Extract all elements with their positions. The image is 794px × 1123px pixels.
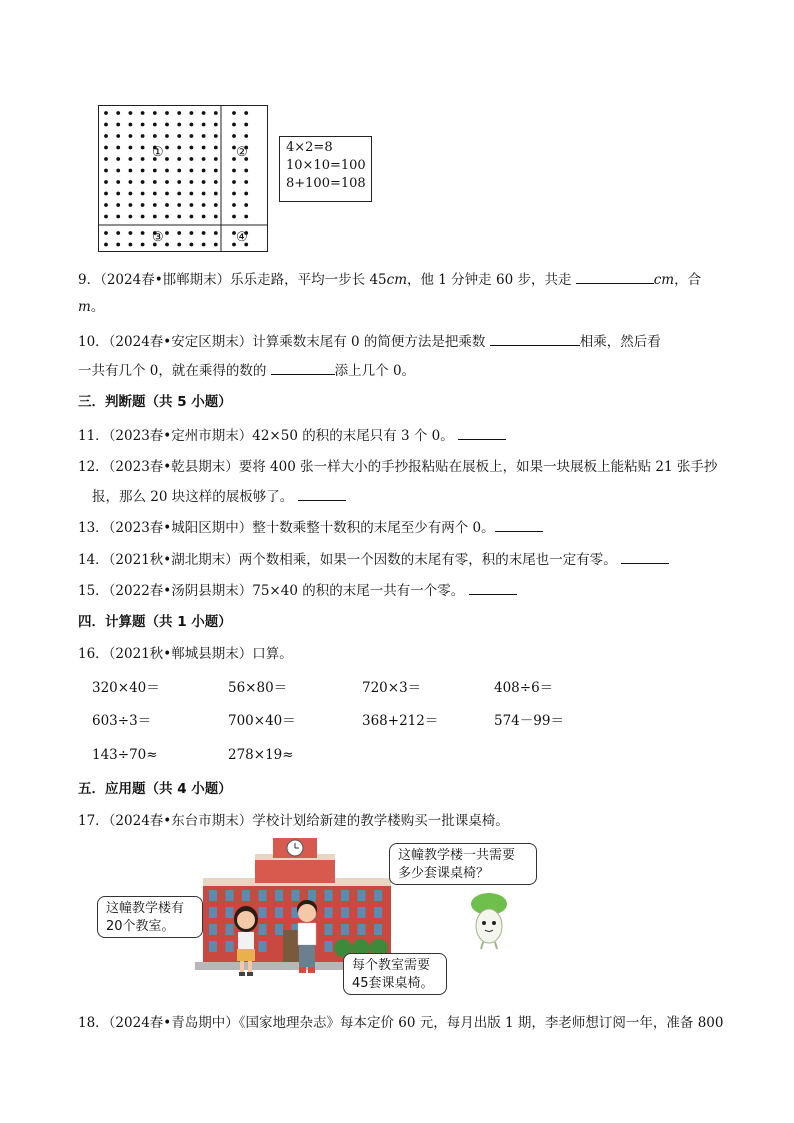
window (358, 924, 366, 935)
dot (141, 231, 145, 235)
speech-bubble-bottom: 每个教室需要 45套课桌椅。 (343, 953, 447, 995)
dot (202, 111, 206, 115)
dot (190, 111, 194, 115)
window (275, 907, 283, 918)
dot (232, 134, 236, 138)
question-12: 12．（2023春•乾县期末）要将 400 张一样大小的手抄报粘贴在展板上，如果一块展板上能粘贴 21 张手抄 (78, 459, 718, 475)
dot (244, 134, 248, 138)
dot (165, 192, 169, 196)
dot (104, 215, 108, 219)
dot (177, 111, 181, 115)
question-9: 9．（2024春•邯郸期末）乐乐走路，平均一步长 45cm，他 1 分钟走 60 步，共走 cm，合 (78, 269, 701, 290)
dot (141, 243, 145, 247)
dot (129, 243, 133, 247)
dot (129, 192, 133, 196)
answer-blank[interactable] (298, 486, 346, 501)
window (341, 890, 349, 901)
dot (141, 146, 145, 150)
dot (232, 111, 236, 115)
window (341, 907, 349, 918)
equation-3: 8+100=108 (286, 176, 366, 191)
dot (232, 169, 236, 173)
dot (116, 243, 120, 247)
dot (244, 203, 248, 207)
dot (129, 157, 133, 161)
answer-blank[interactable] (495, 517, 543, 532)
dot (116, 231, 120, 235)
question-14: 14．（2021秋•湖北期末）两个数相乘，如果一个因数的末尾有零，积的末尾也一定有零。 (78, 549, 669, 570)
dot (214, 180, 218, 184)
boy-figure (290, 898, 324, 976)
region-label-1: ① (152, 145, 164, 160)
calc-item: 320×40＝ (92, 680, 160, 696)
window (358, 890, 366, 901)
region-label-4: ④ (236, 230, 248, 245)
answer-blank[interactable] (576, 269, 654, 284)
question-9-line2: m。 (78, 299, 105, 315)
dot (244, 215, 248, 219)
dot (153, 134, 157, 138)
dot (129, 123, 133, 127)
dot (214, 134, 218, 138)
dot (153, 203, 157, 207)
dot (104, 134, 108, 138)
dot (214, 231, 218, 235)
window (325, 924, 333, 935)
dot (129, 203, 133, 207)
question-12-line2: 报，那么 20 块这样的展板够了。 (92, 486, 346, 507)
girl-figure (228, 905, 264, 977)
dot (244, 123, 248, 127)
dot (116, 192, 120, 196)
dot (116, 123, 120, 127)
dot (104, 111, 108, 115)
dot (116, 146, 120, 150)
dot (141, 157, 145, 161)
window (325, 941, 333, 952)
dot (141, 169, 145, 173)
dot (129, 215, 133, 219)
dot (129, 180, 133, 184)
dot (190, 215, 194, 219)
answer-blank[interactable] (469, 580, 517, 595)
dot (202, 180, 206, 184)
dot (244, 111, 248, 115)
dot (153, 123, 157, 127)
dot (214, 203, 218, 207)
dot (165, 111, 169, 115)
dot (202, 146, 206, 150)
section-heading-application: 五．应用题（共 4 小题） (78, 781, 232, 797)
dot (141, 180, 145, 184)
dot (153, 111, 157, 115)
dot (165, 180, 169, 184)
dot (190, 169, 194, 173)
window (325, 907, 333, 918)
question-11: 11．（2023春•定州市期末）42×50 的积的末尾只有 3 个 0。 (78, 425, 506, 446)
window (374, 907, 382, 918)
window (358, 907, 366, 918)
dot (190, 134, 194, 138)
dot (104, 123, 108, 127)
answer-blank[interactable] (621, 549, 669, 564)
dot (165, 123, 169, 127)
section-heading-calculation: 四．计算题（共 1 小题） (78, 614, 232, 630)
dot (232, 123, 236, 127)
answer-blank[interactable] (458, 425, 506, 440)
window (209, 924, 217, 935)
dot (202, 231, 206, 235)
dot (177, 134, 181, 138)
dot (202, 192, 206, 196)
dot (244, 180, 248, 184)
dot (165, 134, 169, 138)
dot (214, 157, 218, 161)
question-10-line2: 一共有几个 0，就在乘得的数的 添上几个 0。 (78, 360, 415, 381)
dot (214, 111, 218, 115)
dot (153, 192, 157, 196)
dot (177, 243, 181, 247)
dot (129, 231, 133, 235)
calc-item: 700×40＝ (228, 713, 296, 729)
dot (116, 134, 120, 138)
dot (190, 146, 194, 150)
calc-item: 278×19≈ (228, 747, 294, 763)
calc-item: 368+212＝ (362, 713, 439, 729)
dot (177, 231, 181, 235)
dot (190, 192, 194, 196)
speech-bubble-left: 这幢教学楼有 20个教室。 (97, 896, 203, 938)
dot (116, 203, 120, 207)
section-heading-judgement: 三．判断题（共 5 小题） (78, 394, 232, 410)
dot (104, 231, 108, 235)
window (209, 907, 217, 918)
window (242, 890, 250, 901)
dot (104, 157, 108, 161)
dot (190, 180, 194, 184)
question-13: 13．（2023春•城阳区期中）整十数乘整十数积的末尾至少有两个 0。 (78, 517, 543, 538)
dot (129, 146, 133, 150)
window (275, 924, 283, 935)
window (341, 924, 349, 935)
calc-item: 574－99＝ (494, 713, 564, 729)
question-17: 17．（2024春•东台市期末）学校计划给新建的教学楼购买一批课桌椅。 (78, 813, 509, 829)
dot (177, 123, 181, 127)
dot (214, 169, 218, 173)
dot (177, 215, 181, 219)
dot (141, 192, 145, 196)
equation-1: 4×2=8 (286, 140, 333, 155)
window (374, 890, 382, 901)
dot (177, 192, 181, 196)
dot (165, 203, 169, 207)
dot (153, 169, 157, 173)
dot (165, 157, 169, 161)
dot (177, 203, 181, 207)
dot (214, 123, 218, 127)
equations-box (279, 136, 372, 202)
dot (165, 146, 169, 150)
question-15: 15．（2022春•汤阴县期末）75×40 的积的末尾一共有一个零。 (78, 580, 517, 601)
dot (129, 134, 133, 138)
calc-item: 603÷3＝ (92, 713, 152, 729)
dot (177, 169, 181, 173)
dot (202, 215, 206, 219)
equation-2: 10×10=100 (286, 158, 366, 173)
dot (177, 157, 181, 161)
dot (214, 215, 218, 219)
dot (214, 192, 218, 196)
window (209, 941, 217, 952)
dot (165, 215, 169, 219)
question-16: 16．（2021秋•郸城县期末）口算。 (78, 646, 293, 662)
speech-bubble-right: 这幢教学楼一共需要 多少套课桌椅？ (389, 843, 537, 885)
dot (165, 231, 169, 235)
dot (244, 169, 248, 173)
dot (190, 157, 194, 161)
dot (190, 243, 194, 247)
dot (129, 169, 133, 173)
dot (141, 134, 145, 138)
dot (232, 215, 236, 219)
dot (104, 180, 108, 184)
region-label-2: ② (236, 145, 248, 160)
dot (141, 123, 145, 127)
dot (202, 123, 206, 127)
dot (244, 192, 248, 196)
window (209, 890, 217, 901)
answer-blank[interactable] (490, 331, 580, 346)
dot (177, 146, 181, 150)
dot (104, 146, 108, 150)
calc-item: 56×80＝ (228, 680, 288, 696)
dot (202, 134, 206, 138)
dot (104, 243, 108, 247)
question-18: 18．（2024春•青岛期中）《国家地理杂志》每本定价 60 元，每月出版 1 期，李老师想订阅一年，准备 800 (78, 1015, 724, 1031)
window (275, 890, 283, 901)
window (325, 890, 333, 901)
dot (116, 111, 120, 115)
dot (190, 123, 194, 127)
dot (153, 215, 157, 219)
dot (153, 180, 157, 184)
dot (116, 215, 120, 219)
dot (116, 157, 120, 161)
dot (116, 180, 120, 184)
cabbage-mascot (467, 892, 511, 950)
region-label-3: ③ (152, 230, 164, 245)
dot (129, 111, 133, 115)
window (226, 890, 234, 901)
dot (202, 169, 206, 173)
calc-item: 408÷6＝ (494, 680, 554, 696)
dot (214, 146, 218, 150)
dot (141, 203, 145, 207)
dot (104, 169, 108, 173)
dot (202, 157, 206, 161)
dot (232, 203, 236, 207)
dot (202, 243, 206, 247)
window (259, 890, 267, 901)
answer-blank[interactable] (271, 360, 335, 375)
dot (232, 192, 236, 196)
dot (202, 203, 206, 207)
dot (177, 180, 181, 184)
dot (214, 243, 218, 247)
dot (232, 180, 236, 184)
dot (190, 203, 194, 207)
calc-item: 143÷70≈ (92, 747, 158, 763)
dot (141, 111, 145, 115)
window (374, 924, 382, 935)
dot (104, 203, 108, 207)
question-10: 10．（2024春•安定区期末）计算乘数末尾有 0 的简便方法是把乘数 相乘，然后看 (78, 331, 661, 352)
dot (165, 243, 169, 247)
dot (116, 169, 120, 173)
dot (165, 169, 169, 173)
dot (190, 231, 194, 235)
dot (141, 215, 145, 219)
calc-item: 720×3＝ (362, 680, 422, 696)
dot (104, 192, 108, 196)
